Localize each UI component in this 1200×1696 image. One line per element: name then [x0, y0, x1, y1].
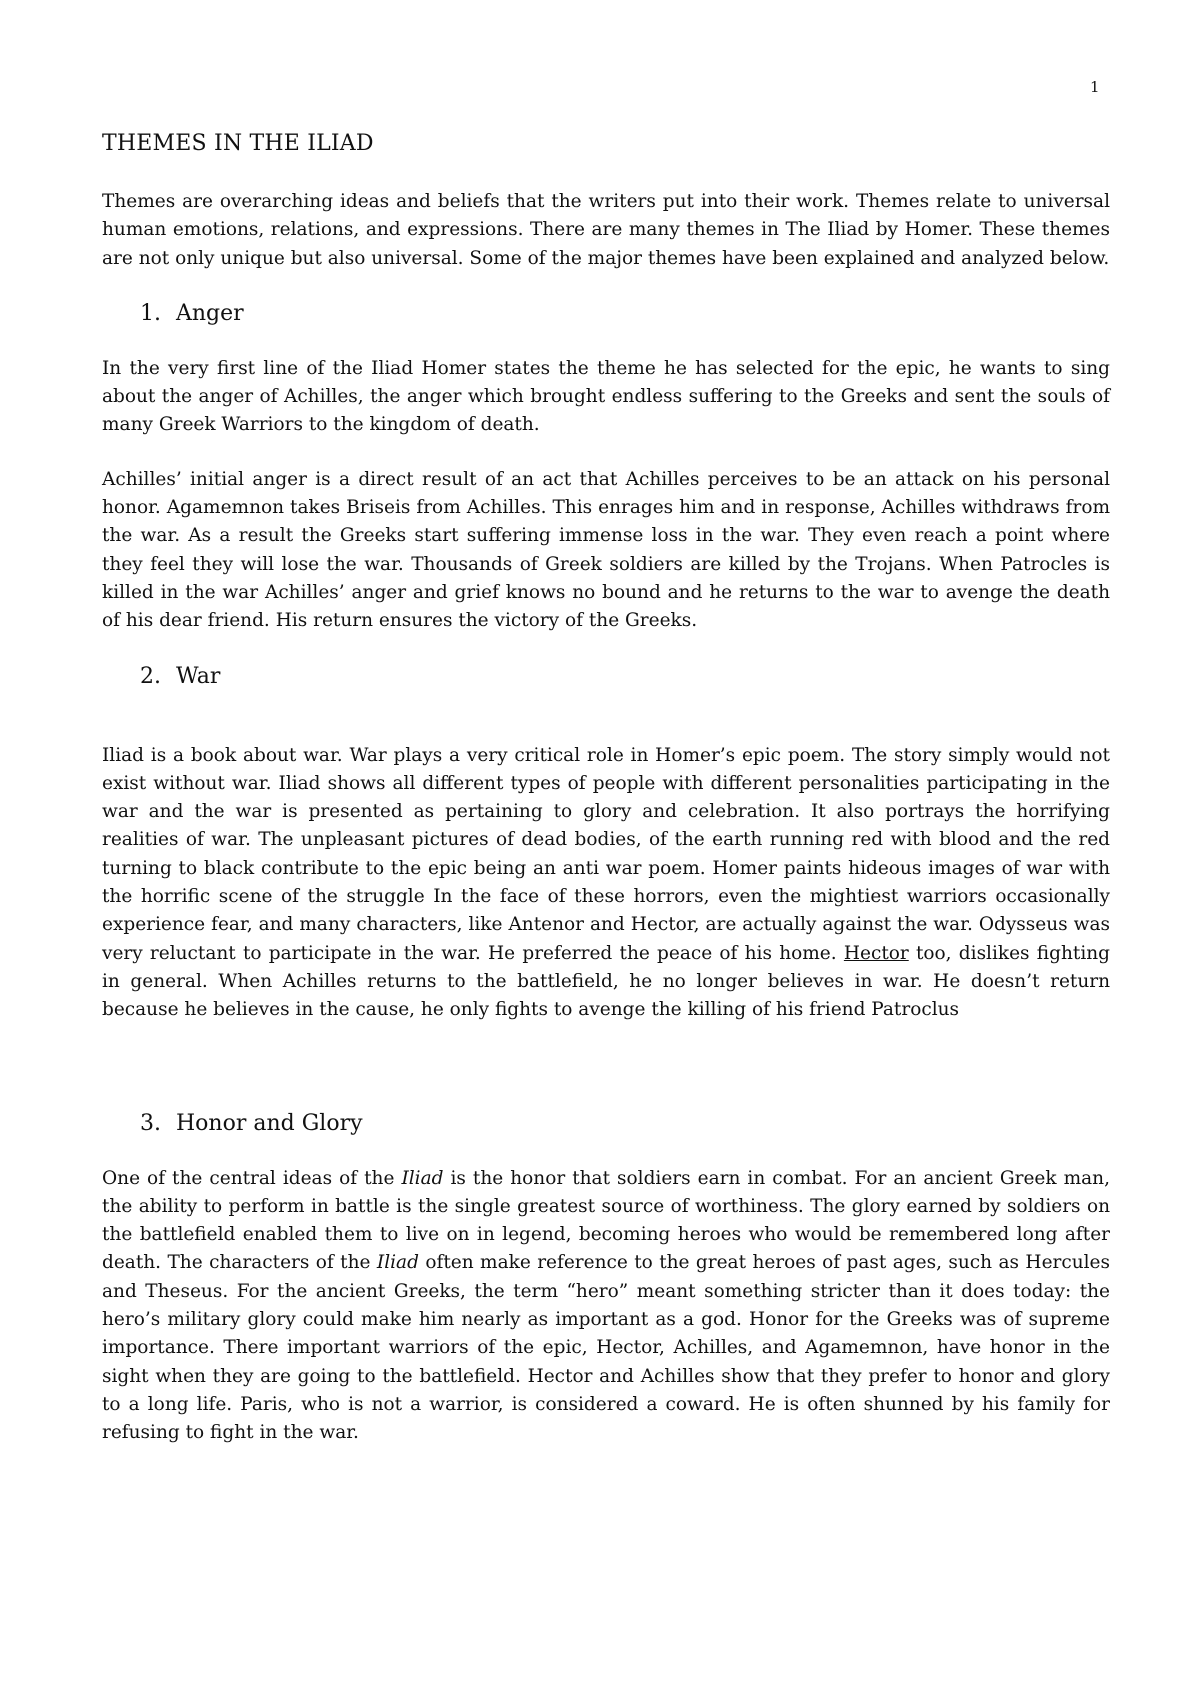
document-body	[102, 130, 1110, 1474]
section-heading-honor-and-glory	[140, 1109, 1110, 1139]
section-title: Anger	[176, 300, 244, 326]
page-number: 1	[1090, 78, 1100, 96]
underlined-word-hector: Hector	[843, 942, 909, 964]
honor-text-part-3: often make reference to the great heroes of past ages, such as Hercules and Theseus. For the ancient Greeks, the term “hero” meant something stricter than it does today: the hero’s military glory could make him nearly as important as a god. Honor for the Greeks was of supreme importance. There important warriors of the epic, Hector, Achilles, and Agamemnon, have honor in the sight when they are going to the battlefield. Hector and Achilles show that they prefer to honor and glory to a long life. Paris, who is not a warrior, is considered a coward. He is often shunned by his family for refusing to fight in the war.	[102, 1252, 1110, 1444]
italic-title-iliad: Iliad	[376, 1252, 419, 1274]
section-heading-war	[140, 662, 1110, 692]
section-number: 2.	[140, 663, 161, 689]
war-text-part-1: Iliad is a book about war. War plays a very critical role in Homer’s epic poem. The story simply would not exist without war. Iliad shows all different types of people with different personalities participating in the war and the war is presented as pertaining to glory and celebration. It also portrays the horrifying realities of war. The unpleasant pictures of dead bodies, of the earth running red with blood and the red turning to black contribute to the epic being an anti war poem. Homer paints hideous images of war with the horrific scene of the struggle In the face of these horrors, even the mightiest warriors occasionally experience fear, and many characters, like Antenor and Hector, are actually against the war. Odysseus was very reluctant to participate in the war. He preferred the peace of his home.	[102, 744, 1110, 964]
section-heading-anger	[140, 299, 1110, 329]
war-paragraph	[102, 742, 1110, 1025]
section-number: 3.	[140, 1110, 161, 1136]
section-title: Honor and Glory	[176, 1110, 363, 1136]
section-title: War	[176, 663, 221, 689]
honor-text-part-1: One of the central ideas of the	[102, 1167, 402, 1189]
anger-paragraph-2: Achilles’ initial anger is a direct result of an act that Achilles perceives to be an attack on his personal honor. Agamemnon takes Briseis from Achilles. This enrages him and in response, Achilles withdraws from the war. As a result the Greeks start suffering immense loss in the war. They even reach a point where they feel they will lose the war. Thousands of Greek soldiers are killed by the Trojans. When Patrocles is killed in the war Achilles’ anger and grief knows no bound and he returns to the war to avenge the death of his dear friend. His return ensures the victory of the Greeks.	[102, 468, 1110, 632]
italic-title-iliad: Iliad	[401, 1167, 444, 1189]
section-number: 1.	[140, 300, 161, 326]
anger-paragraph-1: In the very first line of the Iliad Homer states the theme he has selected for the epic, he wants to sing about the anger of Achilles, the anger which brought endless suffering to the Greeks and sent the souls of many Greek Warriors to the kingdom of death.	[102, 357, 1110, 436]
document-title: THEMES IN THE ILIAD	[102, 131, 374, 156]
honor-text-part-2: is the honor that soldiers earn in combat. For an ancient Greek man, the ability to perform in battle is the single greatest source of worthiness. The glory earned by soldiers on the battlefield enabled them to live on in legend, becoming heroes who would be remembered long after death. The characters of the	[102, 1167, 1110, 1274]
intro-paragraph: Themes are overarching ideas and beliefs that the writers put into their work. Themes relate to universal human emotions, relations, and expressions. There are many themes in The Iliad by Homer. These themes are not only unique but also universal. Some of the major themes have been explained and analyzed below.	[102, 191, 1110, 269]
honor-paragraph	[102, 1165, 1110, 1448]
war-text-part-2: too, dislikes fighting in general. When Achilles returns to the battlefield, he no longer believes in war. He doesn’t return because he believes in the cause, he only fights to avenge the killing of his friend Patroclus	[102, 942, 1110, 1021]
